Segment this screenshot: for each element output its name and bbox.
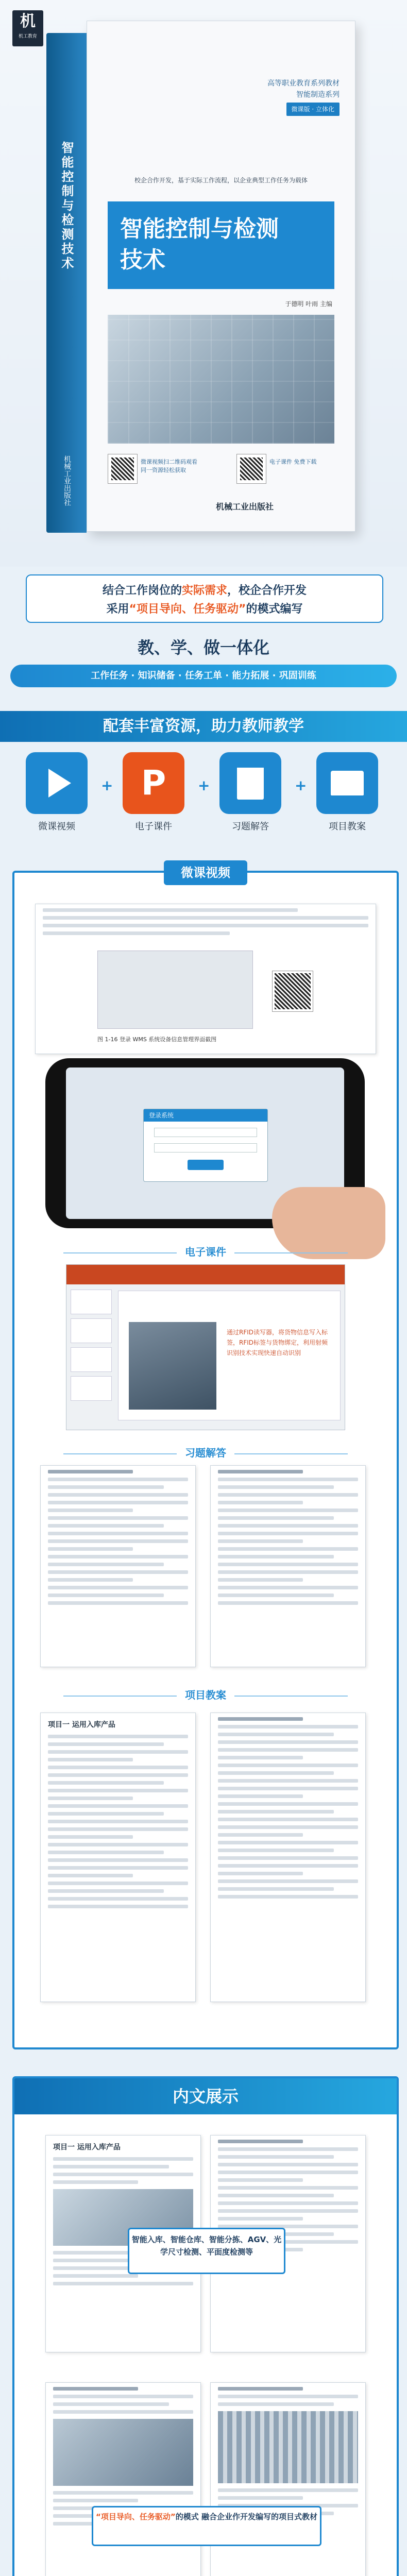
resource-ppt [117, 752, 190, 833]
inner-pages-frame [12, 2076, 399, 2576]
assets-banner-text: 配套丰富资源，助力教师教学 [103, 717, 304, 735]
slogan-box [26, 574, 383, 623]
slogan-1-highlight: 实际需求 [181, 584, 227, 597]
document-icon [219, 752, 281, 814]
resource-label: 微课视频 [38, 821, 75, 832]
folder-icon [316, 752, 378, 814]
slogan-line-1 [27, 582, 382, 598]
slogan-2a: 采用 [106, 603, 129, 616]
video-doc-page [35, 904, 376, 1054]
qr-code-row [108, 454, 334, 490]
resource-video [21, 752, 93, 833]
book-front-cover [87, 21, 355, 532]
teach-title: 教、学、做一体化 [137, 638, 269, 657]
answers-page-left [40, 1465, 196, 1667]
subheading-ppt: 电子课件 [14, 1244, 397, 1259]
spine-title: 智能控制与检测技术 [59, 141, 74, 271]
series-line-1: 高等职业教育系列教材 [267, 79, 340, 88]
resource-plan [311, 752, 383, 833]
dialog-title: 登录系统 [144, 1109, 267, 1122]
subheading-answers: 习题解答 [14, 1445, 397, 1460]
subheading-plan: 项目教案 [14, 1687, 397, 1702]
cover-title-block [108, 201, 334, 289]
resource-label: 项目教案 [329, 821, 366, 832]
plus-sign: + [295, 777, 307, 794]
plan-page-right [210, 1713, 366, 2002]
callout-2-highlight: “项目导向、任务驱动” [96, 2512, 176, 2521]
plus-sign: + [198, 777, 210, 794]
cover-section [0, 0, 407, 567]
slogan-line-2 [27, 600, 382, 616]
callout-2-rest: 的模式 融合企业作开发编写的项目式教材 [175, 2512, 317, 2521]
cover-title-line-1: 智能控制与检测 [120, 216, 279, 242]
login-button [188, 1160, 224, 1170]
video-caption: 图 1-16 登录 WMS 系统设备信息管理界面截图 [97, 1036, 217, 1043]
slogan-2-highlight: “项目导向、任务驱动” [129, 603, 246, 616]
publisher-brand-badge [12, 10, 43, 46]
qr-right-label: 电子课件 免费下载 [269, 459, 317, 465]
inner-callout-2 [92, 2506, 321, 2546]
inner-pages-title: 内文展示 [14, 2078, 397, 2114]
ppt-slide [118, 1291, 341, 1420]
inner-page-head: 项目一 运用入库产品 [53, 2143, 121, 2151]
phone-mockup [45, 1058, 365, 1228]
ppt-thumbnails [71, 1290, 112, 1405]
inner-page-3 [45, 2382, 201, 2576]
inner-callout-1: 智能入库、智能仓库、智能分拣、AGV、光学尺寸检测、平面度检测等 [128, 2228, 285, 2274]
brand-mark: 机 [20, 12, 36, 30]
series-info [267, 78, 340, 116]
password-field [154, 1143, 257, 1153]
username-field [154, 1128, 257, 1137]
book-spine [46, 33, 87, 533]
series-tag: 微课版 · 立体化 [286, 103, 340, 116]
qr-left-label: 微课视频扫二维码观看 同一资源轻松获取 [141, 459, 197, 473]
answers-page-right [210, 1465, 366, 1667]
qr-code-icon [108, 454, 138, 484]
slide-text: 通过RFID读写器，将货物信息写入标签，RFID标签与货物绑定，利用射频识别技术实现快速自动识别 [227, 1329, 328, 1357]
cover-intro: 校企合作开发，基于实际工作流程，以企业典型工作任务为载体 [134, 177, 308, 184]
slogan-1b: ，校企合作开发 [227, 584, 307, 597]
slogan-2b: 的模式编写 [246, 603, 303, 616]
spine-publisher: 机械工业出版社 [63, 455, 71, 506]
series-line-2: 智能制造系列 [296, 91, 340, 99]
ppt-ribbon [66, 1265, 345, 1284]
resource-showcase-frame [12, 866, 399, 2049]
inner-page-4 [210, 2382, 366, 2576]
slide-photo [129, 1322, 216, 1410]
slogan-1a: 结合工作岗位的 [102, 584, 182, 597]
resource-label: 电子课件 [135, 821, 172, 832]
ppt-window [66, 1264, 345, 1430]
plus-sign: + [101, 777, 113, 794]
login-dialog [143, 1109, 268, 1182]
cover-publisher: 机械工业出版社 [216, 502, 274, 512]
resource-answers [214, 752, 286, 833]
book-cover-3d [46, 21, 355, 536]
plan-page-left [40, 1713, 196, 2002]
qr-code-icon [236, 454, 266, 484]
cover-authors: 于德明 叶雨 主编 [285, 300, 332, 308]
video-play-icon [26, 752, 88, 814]
tab-video: 微课视频 [164, 860, 247, 885]
powerpoint-icon [123, 752, 184, 814]
resource-row [0, 752, 407, 840]
brand-name: 机工教育 [18, 34, 37, 39]
qr-code-icon [273, 971, 313, 1011]
cover-photo [108, 315, 334, 444]
resource-label: 习题解答 [232, 821, 269, 832]
plan-page-head: 项目一 运用入库产品 [48, 1721, 115, 1729]
cover-title-line-2: 技术 [120, 247, 165, 273]
teaching-features-pill: 工作任务 · 知识储备 · 任务工单 · 能力拓展 · 巩固训练 [10, 665, 397, 687]
assets-banner [0, 711, 407, 742]
